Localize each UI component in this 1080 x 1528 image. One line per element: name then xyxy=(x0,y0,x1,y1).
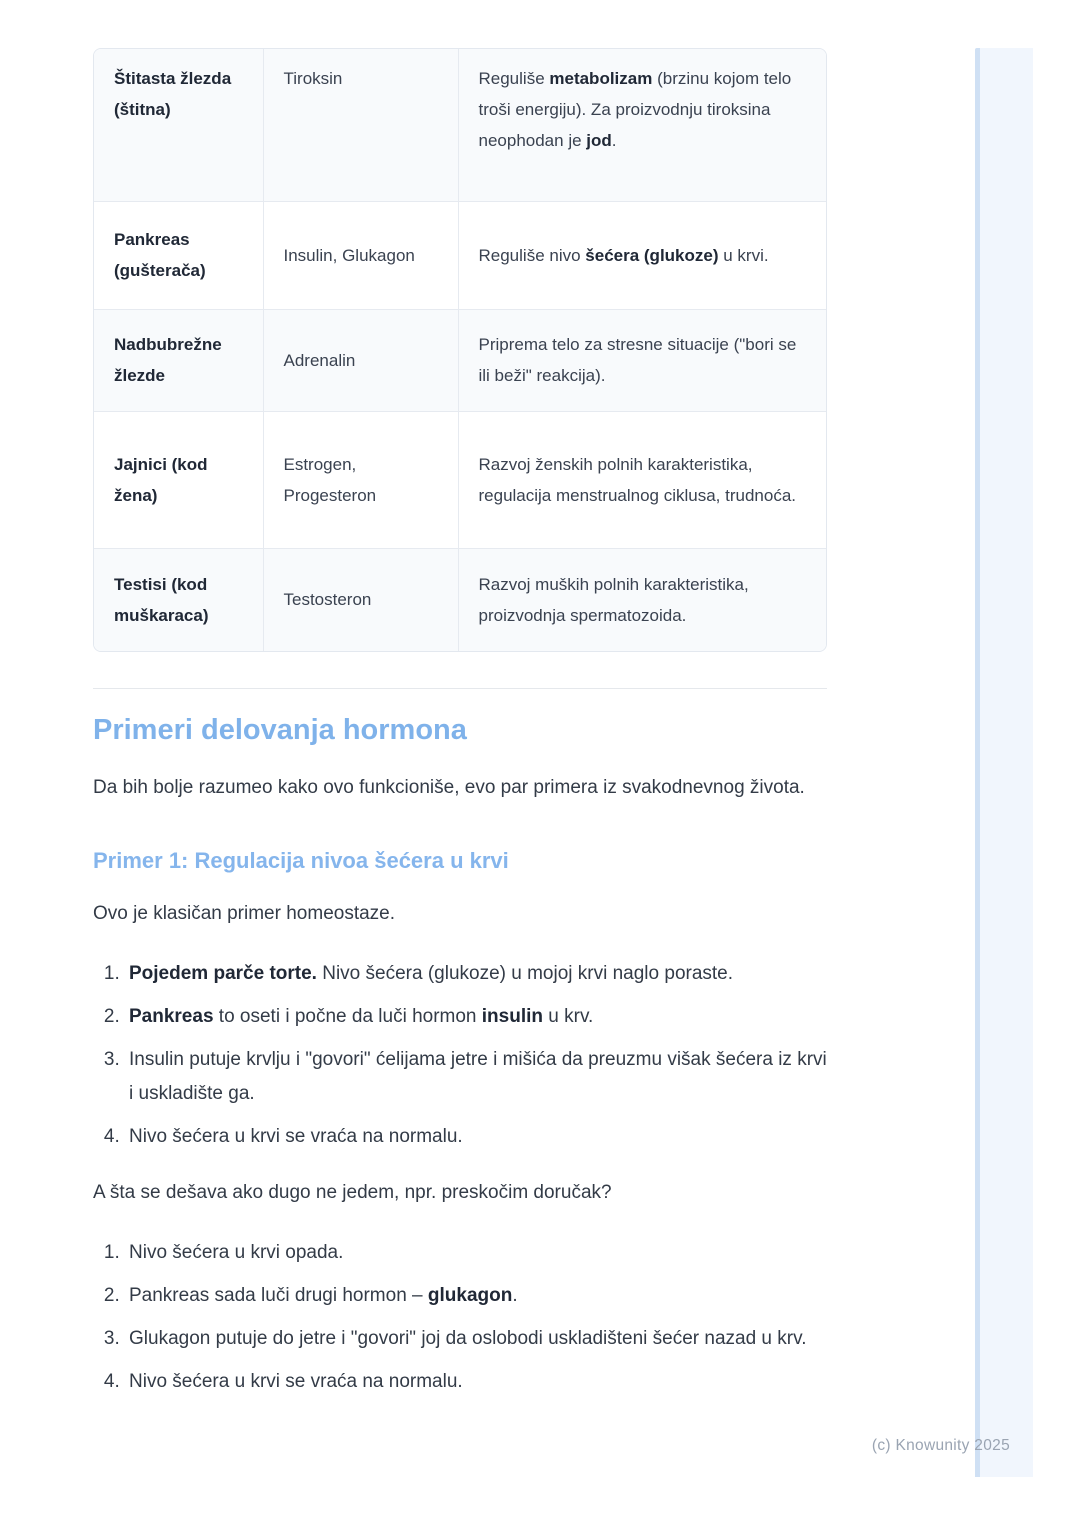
question-paragraph: A šta se dešava ako dugo ne jedem, npr. preskočim doručak? xyxy=(93,1182,612,1203)
list-item: 1. Pojedem parče torte. Nivo šećera (glukoze) u mojoj krvi naglo poraste. xyxy=(125,957,827,991)
list-item: 4. Nivo šećera u krvi se vraća na normalu. xyxy=(125,1120,827,1154)
section-heading: Primeri delovanja hormona xyxy=(93,714,467,746)
function-cell: Razvoj muških polnih karakteristika, proizvodnja spermatozoida. xyxy=(458,548,826,651)
subsection-heading: Primer 1: Regulacija nivoa šećera u krvi xyxy=(93,848,509,873)
gland-cell: Štitasta žlezda (štitna) xyxy=(94,49,263,201)
hormone-cell: Insulin, Glukagon xyxy=(263,201,458,309)
gland-cell: Jajnici (kod žena) xyxy=(94,411,263,548)
gland-cell: Nadbubrežne žlezde xyxy=(94,309,263,411)
hormone-cell: Estrogen, Progesteron xyxy=(263,411,458,548)
table-row-nadbubrezne xyxy=(94,309,826,411)
table-row-testisi xyxy=(94,548,826,651)
next-page-edge-strip xyxy=(975,48,1033,1477)
list-item: 2. Pankreas sada luči drugi hormon – glukagon. xyxy=(125,1279,827,1313)
table-row-jajnici xyxy=(94,411,826,548)
function-cell: Razvoj ženskih polnih karakteristika, regulacija menstrualnog ciklusa, trudnoća. xyxy=(458,411,826,548)
function-cell: Reguliše metabolizam (brzinu kojom telo troši energiju). Za proizvodnju tiroksina neophodan je jod. xyxy=(458,49,826,201)
sugar-drop-list xyxy=(93,1236,827,1399)
table-row-stitasta xyxy=(94,49,826,201)
intro-paragraph: Da bih bolje razumeo kako ovo funkcioniše, evo par primera iz svakodnevnog života. xyxy=(93,777,805,798)
list-item: 4. Nivo šećera u krvi se vraća na normalu. xyxy=(125,1365,827,1399)
hormones-table xyxy=(93,48,827,652)
hormone-cell: Testosteron xyxy=(263,548,458,651)
list-item: 2. Pankreas to oseti i počne da luči hormon insulin u krv. xyxy=(125,1000,827,1034)
function-cell: Priprema telo za stresne situacije ("bori se ili beži" reakcija). xyxy=(458,309,826,411)
list-item: 1. Nivo šećera u krvi opada. xyxy=(125,1236,827,1270)
sugar-rise-list xyxy=(93,957,827,1154)
hormone-cell: Tiroksin xyxy=(263,49,458,201)
gland-cell: Testisi (kod muškaraca) xyxy=(94,548,263,651)
list-item: 3. Insulin putuje krvlju i "govori" ćelijama jetre i mišića da preuzmu višak šećera iz krvi i uskladište ga. xyxy=(125,1043,827,1111)
list-item: 3. Glukagon putuje do jetre i "govori" joj da oslobodi uskladišteni šećer nazad u krv. xyxy=(125,1322,827,1356)
document-content xyxy=(93,48,827,1419)
watermark: (c) Knowunity 2025 xyxy=(871,1437,1010,1454)
homeostaza-paragraph: Ovo je klasičan primer homeostaze. xyxy=(93,903,396,924)
table-row-pankreas xyxy=(94,201,826,309)
section-divider xyxy=(93,688,827,689)
hormone-cell: Adrenalin xyxy=(263,309,458,411)
gland-cell: Pankreas (gušterača) xyxy=(94,201,263,309)
function-cell: Reguliše nivo šećera (glukoze) u krvi. xyxy=(458,201,826,309)
